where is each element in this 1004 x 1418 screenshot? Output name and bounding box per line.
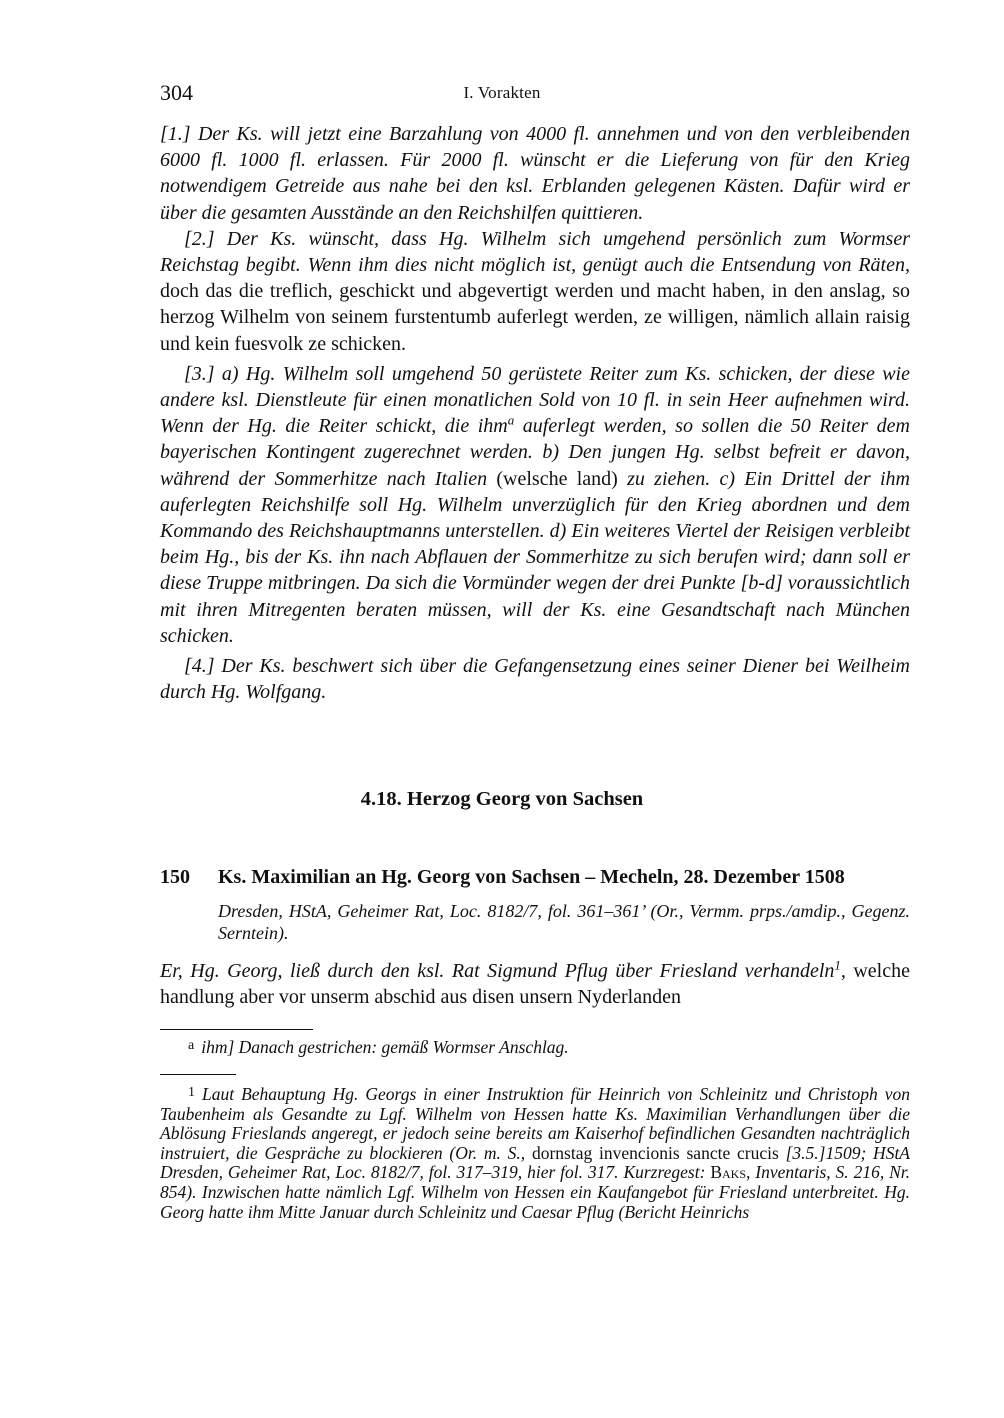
paragraph-3-part-b: auferlegt werden, so sollen die 50 Reiter dem bayerischen Kontingent zugerechnet werden. b) Den jungen Hg. selbst befreit er davon, während der Sommerhitze nach Italien [160,415,910,490]
paragraph-4: [4.] Der Ks. beschwert sich über die Gefangensetzung eines seiner Diener bei Weilheim durch Hg. Wolfgang. [160,655,910,704]
page-number: 304 [160,80,193,105]
footnote-1-mark: 1 [188,1085,195,1100]
document-body-comma: , [840,960,846,982]
document-body-paragraph [160,958,910,1010]
paragraph-2-italic: [2.] Der Ks. wünscht, dass Hg. Wilhelm sich umgehend persönlich zum Wormser Reichstag begibt. Wenn ihm dies nicht möglich ist, genügt auch die Entsendung von Räten, [160,227,910,277]
footnote-1-author: Baks [710,1162,747,1183]
paragraph-2 [160,226,910,357]
document-title: Ks. Maximilian an Hg. Georg von Sachsen – Mecheln, 28. Dezember 1508 [218,866,845,888]
footnote-a-mark: a [188,1038,195,1053]
footnote-1 [160,1083,910,1222]
document-body-quote: welche handlung aber vor unserm abschid aus disen unsern Nyderlanden [160,960,910,1009]
paragraph-3-quote: (welsche land) [487,467,618,490]
paragraph-2-quote: doch das die treflich, geschickt und abgevertigt werden und macht haben, in den anslag, so herzog Wilhelm von seinem furstentumb auferlegt werden, ze willigen, nämlich allain raisig und kein fuesvolk ze schicken. [160,280,910,355]
paragraph-3-part-a: [3.] a) Hg. Wilhelm soll umgehend 50 gerüstete Reiter zum Ks. schicken, der diese wie andere ksl. Dienstleute für einen monatlichen Sold von 10 fl. in sein Heer aufnehmen wird. Wenn der Hg. die Reiter schickt, die ihm [160,362,910,438]
top-section [160,121,910,705]
paragraph-3-part-c: zu ziehen. c) Ein Drittel der ihm auferlegten Reichshilfe soll Hg. Wilhelm unverzüglich für den Krieg abordnen und dem Kommando des Reichshauptmanns unterstellen. d) Ein weiteres Viertel der Reisigen verbleibt beim Hg., bis der Ks. ihn nach Abflauen der Sommerhitze zu sich berufen wird; dann soll er diese Truppe mitbringen. Da sich die Vormünder wegen der drei Punkte [b-d] voraussichtlich mit ihren Mitregenten beraten müssen, will der Ks. eine Gesandtschaft nach München schicken. [160,467,910,647]
footnote-a [188,1037,569,1058]
document-body-italic: Er, Hg. Georg, ließ durch den ksl. Rat Sigmund Pflug über Friesland verhandeln [160,960,835,982]
running-title: I. Vorakten [463,83,541,102]
footnote-rule-letters [160,1029,313,1030]
footnote-1-text-3: , Inventaris, S. 216, Nr. 854). Inzwischen hatte nämlich Lgf. Wilhelm von Hessen ein Kaufangebot für Friesland unterbreitet. Hg. Georg hatte ihm Mitte Januar durch Schleinitz und Caesar Pflug (Bericht Heinrichs [160,1162,911,1222]
document-number: 150 [160,866,190,888]
paragraph-3 [160,361,910,649]
footnote-rule-numbers [160,1074,236,1075]
footnote-ref-a[interactable]: a [507,412,515,428]
section-title: 4.18. Herzog Georg von Sachsen [360,788,644,810]
paragraph-1: [1.] Der Ks. will jetzt eine Barzahlung von 4000 fl. annehmen und von den verbleibenden 6000 fl. 1000 fl. erlassen. Für 2000 fl. wünscht er die Lieferung von für den Krieg notwendigem Getreide aus nahe bei den ksl. Erblanden gelegenen Kästen. Dafür wird er über die gesamten Ausstände an den Reichshilfen quittieren. [160,123,910,224]
footnote-ref-1[interactable]: 1 [834,957,841,973]
footnote-1-quote: dornstag invencionis sancte crucis [525,1142,786,1163]
document-body [160,958,910,1010]
footnote-1-text-2: [3.5.]1509; HStA Dresden, Geheimer Rat, Loc. 8182/7, fol. 317–319, hier fol. 317. Kurzregest: [160,1142,910,1183]
footnote-1-text-1: Laut Behauptung Hg. Georgs in einer Instruktion für Heinrich von Schleinitz und Christoph von Taubenheim als Gesandte zu Lgf. Wilhelm von Hessen hatte Ks. Maximilian Verhandlungen über die Ablösung Frieslands angeregt, er jedoch seine bereits am Kaiserhof befindlichen Gesandten nachträglich instruiert, die Gespräche zu blockieren (Or. m. S., [160,1084,910,1163]
footnote-a-text: ihm] Danach gestrichen: gemäß Wormser Anschlag. [201,1037,569,1057]
document-source: Dresden, HStA, Geheimer Rat, Loc. 8182/7, fol. 361–361’ (Or., Vermm. prps./amdip., Gegenz. Serntein). [218,901,910,943]
